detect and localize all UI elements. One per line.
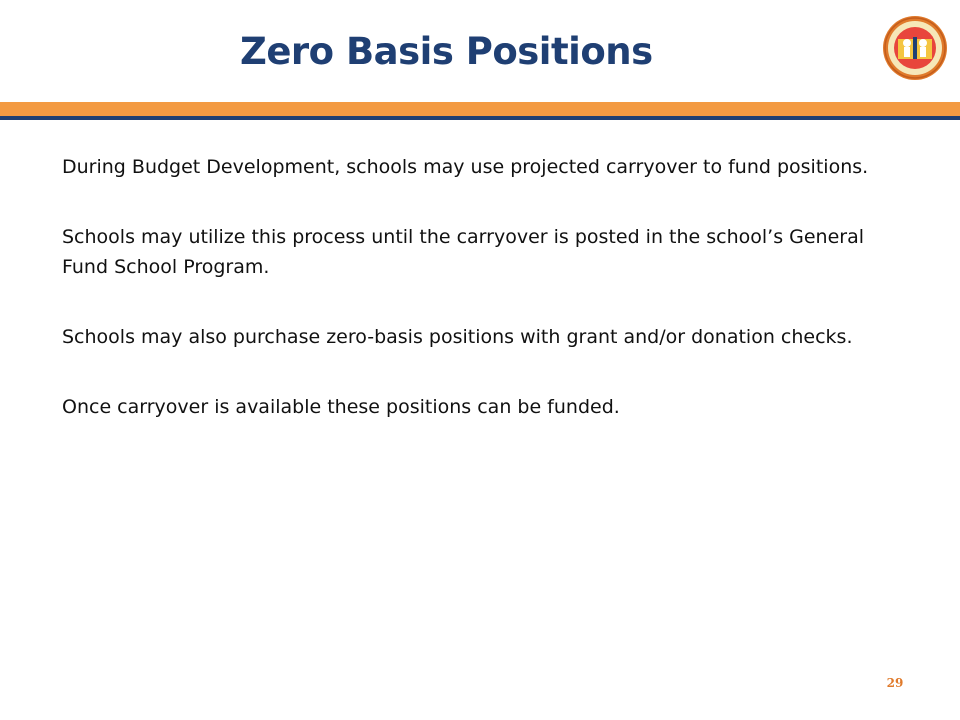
header-orange-rule (0, 102, 960, 116)
paragraph-carryover-funding: During Budget Development, schools may use projected carryover to fund positions. (62, 156, 869, 178)
page-number: 29 (886, 676, 904, 690)
paragraph-grant-donation: Schools may also purchase zero-basis positions with grant and/or donation checks. (62, 326, 853, 348)
slide-title: Zero Basis Positions (240, 30, 653, 73)
paragraph-carryover-available: Once carryover is available these positions can be funded. (62, 396, 620, 418)
slide-body (62, 152, 902, 462)
school-district-seal-icon (882, 15, 948, 81)
paragraph-process-duration: Schools may utilize this process until the carryover is posted in the school’s General Fund School Program. (62, 226, 865, 278)
header-blue-rule (0, 116, 960, 120)
